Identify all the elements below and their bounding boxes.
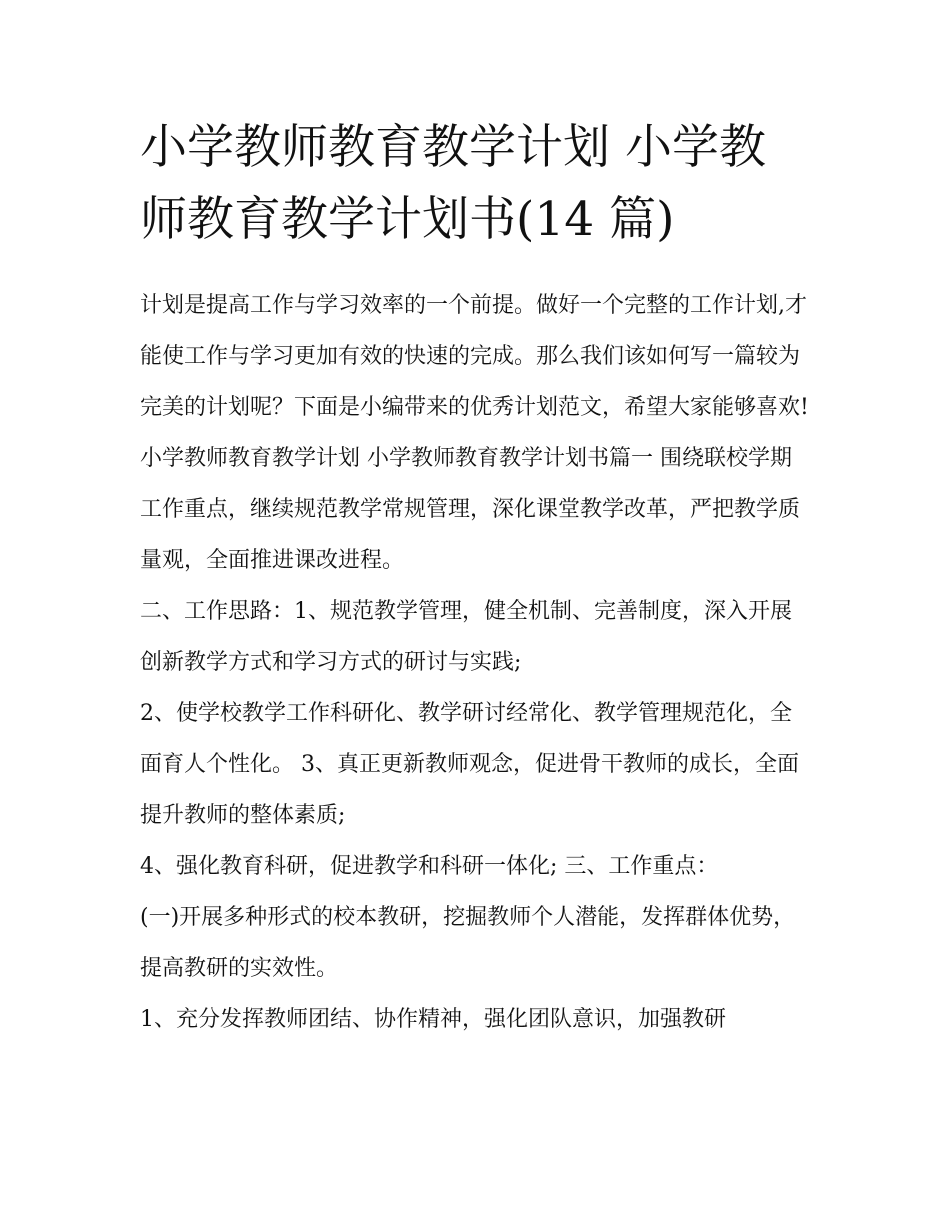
paragraph-key-work-one: (一)开展多种形式的校本教研，挖掘教师个人潜能，发挥群体优势，提高教研的实效性。: [140, 905, 796, 981]
paragraph-work-ideas: 二、工作思路：1、规范教学管理，健全机制、完善制度，深入开展创新教学方式和学习方式的研讨与实践;: [140, 599, 792, 675]
paragraph-point-four: 4、强化教育科研，促进教学和科研一体化; 三、工作重点：: [140, 854, 719, 879]
paragraph-section-one: 小学教师教育教学计划 小学教师教育教学计划书篇一 围绕联校学期工作重点，继续规范教学常规管理，深化课堂教学改革，严把教学质量观，全面推进课改进程。: [140, 446, 801, 573]
paragraph-intro: 计划是提高工作与学习效率的一个前提。做好一个完整的工作计划,才能使工作与学习更加有效的快速的完成。那么我们该如何写一篇较为完美的计划呢？下面是小编带来的优秀计划范文，希望大家能够喜欢!: [140, 293, 809, 420]
document-title: 小学教师教育教学计划 小学教师教育教学计划书(14 篇): [140, 120, 766, 247]
paragraph-teamwork: 1、充分发挥教师团结、协作精神，强化团队意识，加强教研: [140, 1007, 726, 1032]
document-content: [140, 112, 812, 1045]
paragraph-point-two-three: 2、使学校教学工作科研化、教学研讨经常化、教学管理规范化，全面育人个性化。 3、真正更新教师观念，促进骨干教师的成长，全面提升教师的整体素质;: [140, 701, 799, 828]
